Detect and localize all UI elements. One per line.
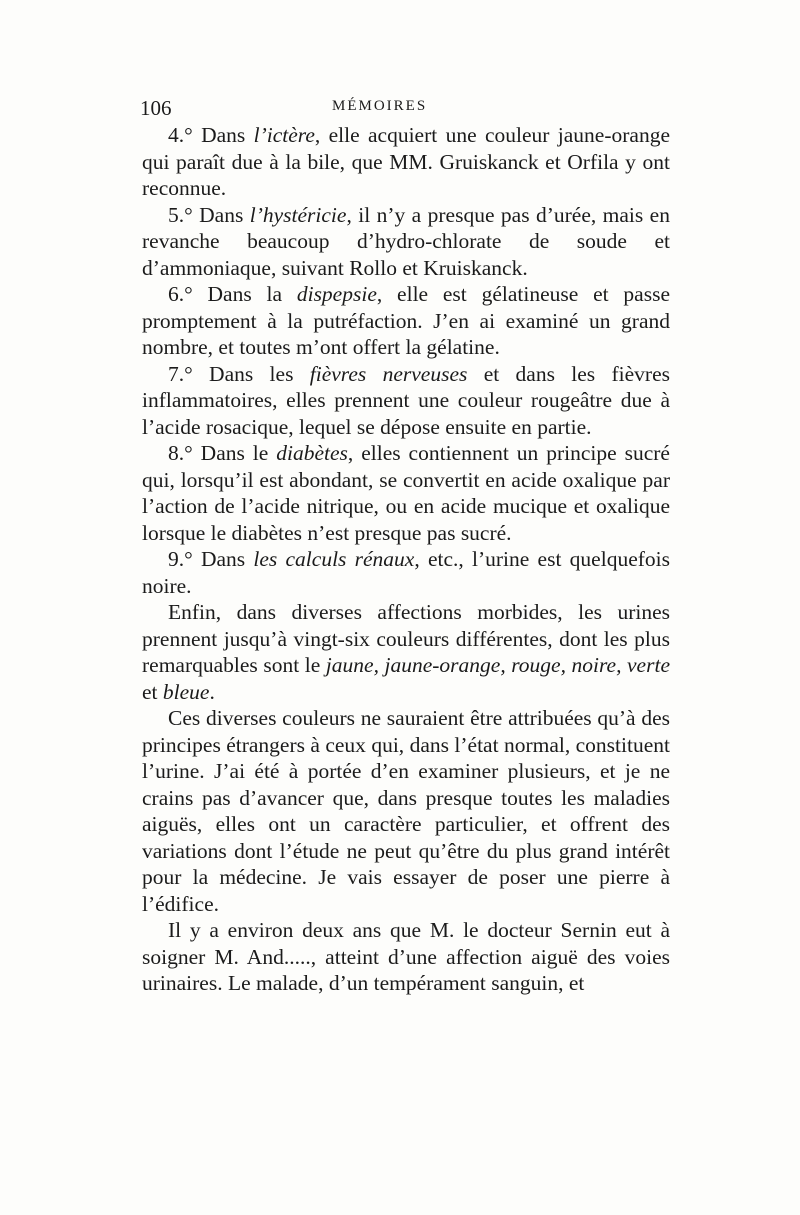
paragraph-9-calculs: 9.° Dans les calculs rénaux, etc., l’urine est quelquefois noire. — [142, 547, 670, 598]
paragraph-4-ictere: 4.° Dans l’ictère, elle acquiert une couleur jaune-orange qui paraît due à la bile, que MM. Gruiskanck et Orfila y ont reconnue. — [142, 123, 670, 200]
running-title: MÉMOIRES — [332, 98, 428, 114]
paragraph-8-diabetes: 8.° Dans le diabètes, elles contiennent un principe sucré qui, lorsqu’il est abondant, se convertit en acide oxalique par l’action de l’acide nitrique, ou en acide mucique et oxalique lorsque le diabètes n’est presque pas sucré. — [142, 441, 670, 545]
page-number: 106 — [140, 96, 172, 120]
paragraph-5-hystericie: 5.° Dans l’hystéricie, il n’y a presque pas d’urée, mais en revanche beaucoup d’hydro-chlorate de soude et d’ammoniaque, suivant Rollo et Kruiskanck. — [142, 202, 670, 280]
paragraph-7-fievres: 7.° Dans les fièvres nerveuses et dans les fièvres inflammatoires, elles prennent une couleur rougeâtre due à l’acide rosacique, lequel se dépose ensuite en partie. — [142, 361, 670, 439]
paragraph-enfin: Enfin, dans diverses affections morbides, les urines prennent jusqu’à vingt-six couleurs différentes, dont les plus remarquables sont le jaune, jaune-orange, rouge, noire, verte et bleue. — [142, 600, 670, 704]
paragraph-sernin: Il y a environ deux ans que M. le docteur Sernin eut à soigner M. And....., atteint d’une affection aiguë des voies urinaires. Le malade, d’un tempérament sanguin, et — [142, 918, 670, 995]
paragraph-6-dispepsie: 6.° Dans la dispepsie, elle est gélatineuse et passe promptement à la putréfaction. J’en ai examiné un grand nombre, et toutes m’ont offert la gélatine. — [142, 282, 670, 359]
page-text-block — [142, 88, 670, 997]
paragraph-couleurs: Ces diverses couleurs ne sauraient être attribuées qu’à des principes étrangers à ceux qui, dans l’état normal, constituent l’urine. J’ai été à portée d’en examiner plusieurs, et je ne crains pas d’avancer que, dans presque toutes les maladies aiguës, elles ont un caractère particulier, et offrent des variations dont l’étude ne peut qu’être du plus grand intérêt pour la médecine. Je vais essayer de poser une pierre à l’édifice. — [142, 706, 670, 916]
running-head — [142, 88, 670, 122]
